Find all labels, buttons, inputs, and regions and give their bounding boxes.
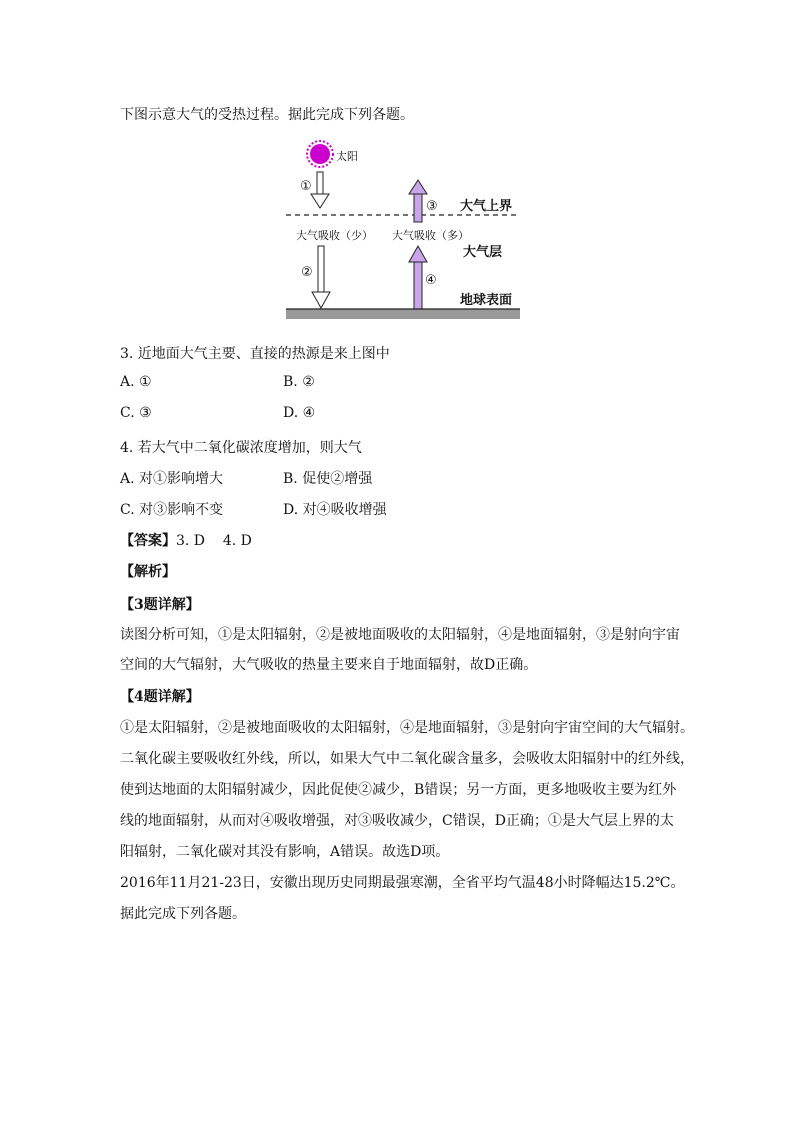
q4-option-d: D. 对④吸收增强 (283, 502, 387, 518)
q4-detail-line-4: 线的地面辐射，从而对④吸收增强，对③吸收减少，C错误，D正确；①是大气层上界的太 (120, 813, 674, 829)
q4-detail-line-2: 二氧化碳主要吸收红外线，所以，如果大气中二氧化碳含量多，会吸收太阳辐射中的红外线， (120, 751, 694, 767)
mark-2: ② (301, 265, 313, 280)
q3-option-a: A. ① (120, 374, 152, 390)
arrow-2 (312, 246, 330, 308)
q3-option-d: D. ④ (283, 405, 316, 421)
intro-text: 下图示意大气的受热过程。据此完成下列各题。 (120, 107, 414, 123)
mark-4: ④ (425, 273, 437, 288)
atmosphere-top-label: 大气上界 (460, 199, 513, 214)
q3-option-c: C. ③ (120, 405, 152, 421)
next-intro-line-2: 据此完成下列各题。 (120, 906, 246, 922)
ground-label: 地球表面 (460, 293, 513, 308)
q3-detail-label: 【3题详解】 (120, 597, 200, 613)
arrow-1 (311, 172, 329, 208)
answer-line (120, 530, 252, 550)
q3-detail-line-2: 空间的大气辐射，大气吸收的热量主要来自于地面辐射，故D正确。 (120, 657, 538, 673)
q4-option-c: C. 对③影响不变 (120, 502, 224, 518)
mark-3: ③ (426, 199, 438, 214)
answer-label: 【答案】 (120, 533, 176, 549)
absorb-left-label: 大气吸收（少） (296, 229, 373, 242)
analysis-label: 【解析】 (120, 564, 176, 580)
absorb-right-label: 大气吸收（多） (392, 229, 469, 242)
q4-detail-line-1: ①是太阳辐射，②是被地面吸收的太阳辐射，④是地面辐射，③是射向宇宙空间的大气辐射。 (120, 720, 694, 736)
q3-option-b: B. ② (283, 374, 315, 390)
next-intro-line-1: 2016年11月21-23日，安徽出现历史同期最强寒潮，全省平均气温48小时降幅达15.2℃。 (120, 875, 685, 891)
q4-detail-line-3: 使到达地面的太阳辐射减少，因此促使②减少，B错误；另一方面，更多地吸收主要为红外 (120, 782, 677, 798)
atmosphere-heating-diagram (280, 138, 522, 324)
answer-text: 3. D 4. D (176, 533, 252, 549)
q3-stem: 3. 近地面大气主要、直接的热源是来上图中 (120, 346, 390, 362)
q4-option-b: B. 促使②增强 (283, 471, 373, 487)
q4-stem: 4. 若大气中二氧化碳浓度增加，则大气 (120, 440, 362, 456)
q3-detail-line-1: 读图分析可知，①是太阳辐射，②是被地面吸收的太阳辐射，④是地面辐射，③是射向宇宙 (120, 627, 680, 643)
ground-surface (286, 309, 520, 319)
arrow-3 (409, 180, 427, 222)
atmosphere-layer-label: 大气层 (463, 245, 503, 260)
mark-1: ① (300, 179, 312, 194)
q4-detail-label: 【4题详解】 (120, 689, 200, 705)
q4-option-a: A. 对①影响增大 (120, 471, 224, 487)
q4-detail-line-5: 阳辐射，二氧化碳对其没有影响，A错误。故选D项。 (120, 844, 450, 860)
sun-icon (307, 141, 333, 167)
sun-label: 太阳 (336, 150, 358, 163)
